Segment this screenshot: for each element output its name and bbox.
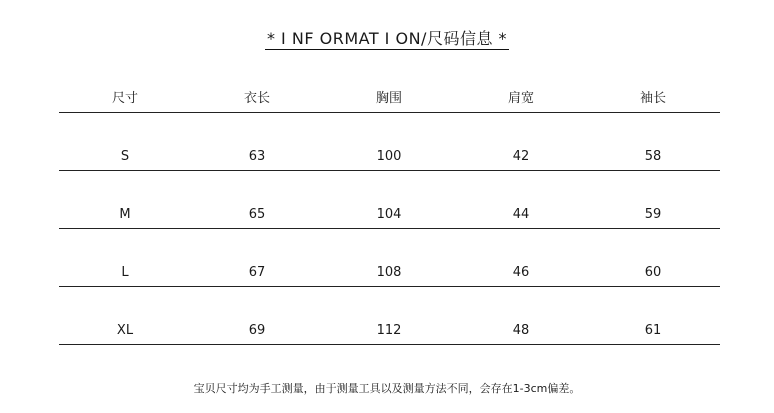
- cell-shoulder: 44: [512, 207, 530, 222]
- header-chest: 胸围: [375, 91, 402, 106]
- size-table: [59, 86, 720, 345]
- cell-chest: 112: [376, 323, 402, 338]
- header-size: 尺寸: [111, 91, 138, 106]
- cell-sleeve: 61: [644, 323, 662, 338]
- cell-sleeve: 59: [644, 207, 662, 222]
- cell-shoulder: 42: [512, 149, 530, 164]
- cell-chest: 100: [376, 149, 402, 164]
- cell-size: S: [120, 149, 130, 164]
- page-title: [0, 29, 774, 50]
- measurement-note: 宝贝尺寸均为手工测量，由于测量工具以及测量方法不同，会存在1-3cm偏差。: [193, 382, 581, 395]
- cell-length: 63: [248, 149, 266, 164]
- table-header-row: [59, 86, 720, 113]
- cell-shoulder: 48: [512, 323, 530, 338]
- cell-chest: 108: [376, 265, 402, 280]
- cell-size: XL: [116, 323, 134, 338]
- cell-length: 67: [248, 265, 266, 280]
- cell-chest: 104: [376, 207, 402, 222]
- table-row: [59, 229, 720, 287]
- table-row: [59, 287, 720, 345]
- cell-size: L: [121, 265, 129, 280]
- cell-size: M: [119, 207, 131, 222]
- table-row: [59, 171, 720, 229]
- header-length: 衣长: [243, 91, 270, 106]
- header-shoulder: 肩宽: [507, 91, 534, 106]
- cell-shoulder: 46: [512, 265, 530, 280]
- header-sleeve: 袖长: [639, 91, 666, 106]
- cell-sleeve: 60: [644, 265, 662, 280]
- cell-sleeve: 58: [644, 149, 662, 164]
- table-row: [59, 113, 720, 171]
- cell-length: 65: [248, 207, 266, 222]
- page-title-text: * I NF ORMAT I ON/尺码信息 *: [266, 29, 508, 48]
- cell-length: 69: [248, 323, 266, 338]
